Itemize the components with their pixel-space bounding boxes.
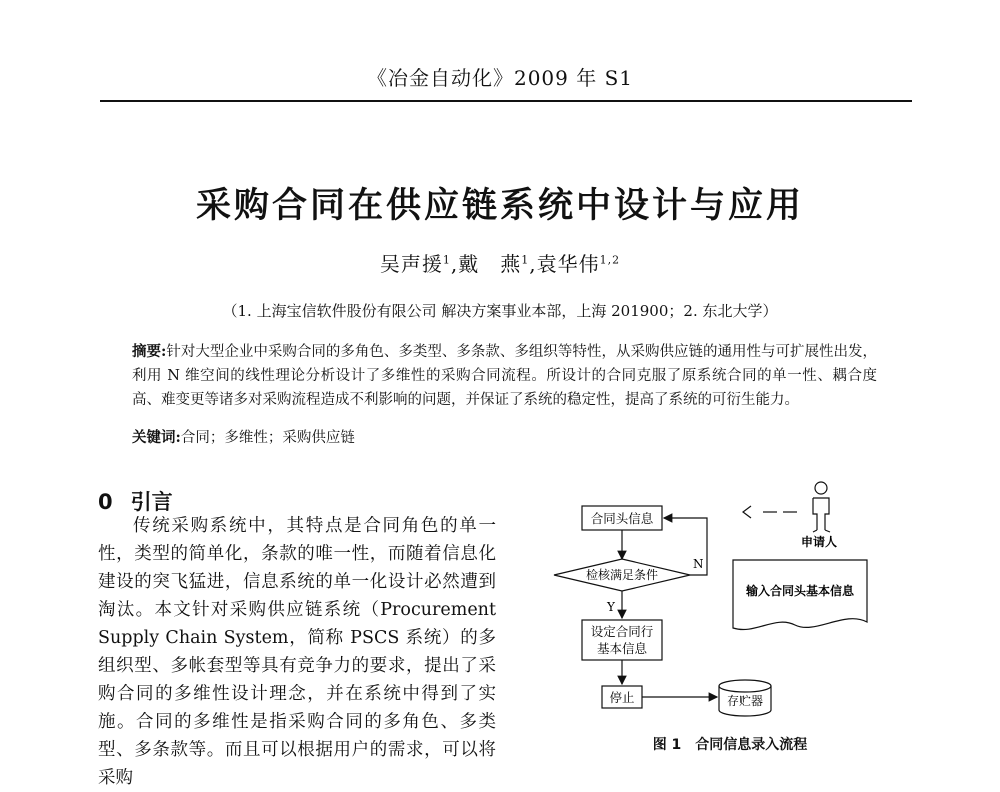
body-paragraph: 传统采购系统中，其特点是合同角色的单一性，类型的简单化，条款的唯一性，而随着信息化建设的突飞猛进，信息系统的单一化设计必然遭到淘汰。本文针对采购供应链系统（Procurement Supply Chain System，简称 PSCS 系统）的多组织型、多帐套型等具有竞争力的要求，提出了采购合同的多维性设计理念，并在系统中得到了实施。合同的多维性是指采购合同的多角色、多类型、多条款等。而且可以根据用户的需求，可以将采购 [98, 516, 496, 788]
header-rule [100, 100, 912, 102]
section-number: 0 [98, 490, 113, 514]
keywords [132, 426, 877, 447]
set-line-label-2: 基本信息 [596, 641, 648, 656]
author-list [0, 248, 1000, 277]
abstract [132, 340, 877, 412]
input-arrow-icon [743, 506, 797, 518]
check-condition-label: 检核满足条件 [585, 568, 659, 582]
keywords-label: 关键词: [132, 429, 181, 446]
journal-header: 《冶金自动化》2009 年 S1 [366, 66, 634, 90]
person-icon [813, 482, 830, 532]
abstract-label: 摘要: [132, 343, 167, 360]
flowchart-figure [545, 470, 915, 760]
input-document-label: 输入合同头基本信息 [745, 584, 855, 598]
applicant-label: 申请人 [800, 535, 838, 549]
abstract-text: 针对大型企业中采购合同的多角色、多类型、多条款、多组织等特性，从采购供应链的通用性与可扩展性出发，利用 N 维空间的线性理论分析设计了多维性的采购合同流程。所设计的合同克服了原系统合同的单一性、耦合度高、难变更等诸多对采购流程造成不利影响的问题，并保证了系统的稳定性，提高了系统的可衍生能力。 [132, 344, 877, 408]
set-line-label: 设定合同行 [590, 624, 654, 639]
author-separator: , [450, 252, 459, 276]
affiliation: （1. 上海宝信软件股份有限公司 解决方案事业本部，上海 201900；2. 东北大学） [222, 302, 778, 320]
storage-label: 存贮器 [726, 694, 764, 708]
yes-label: Y [607, 600, 615, 614]
stop-label: 停止 [609, 690, 635, 705]
author-separator: , [529, 252, 537, 276]
author-name: 吴声援 [379, 252, 443, 276]
author-affiliation-mark: 1 [521, 253, 530, 267]
paper-title: 采购合同在供应链系统中设计与应用 [195, 186, 804, 226]
figure-caption: 图 1 合同信息录入流程 [652, 737, 808, 753]
keywords-text: 合同；多维性；采购供应链 [180, 430, 355, 446]
author-name: 袁华伟 [536, 252, 600, 276]
no-label: N [693, 557, 704, 571]
contract-header-label: 合同头信息 [590, 511, 654, 526]
author-affiliation-mark: 1 [442, 253, 451, 267]
author-name: 戴 燕 [458, 252, 522, 276]
section-title: 引言 [130, 490, 173, 514]
author-affiliation-mark: 1,2 [599, 253, 621, 267]
